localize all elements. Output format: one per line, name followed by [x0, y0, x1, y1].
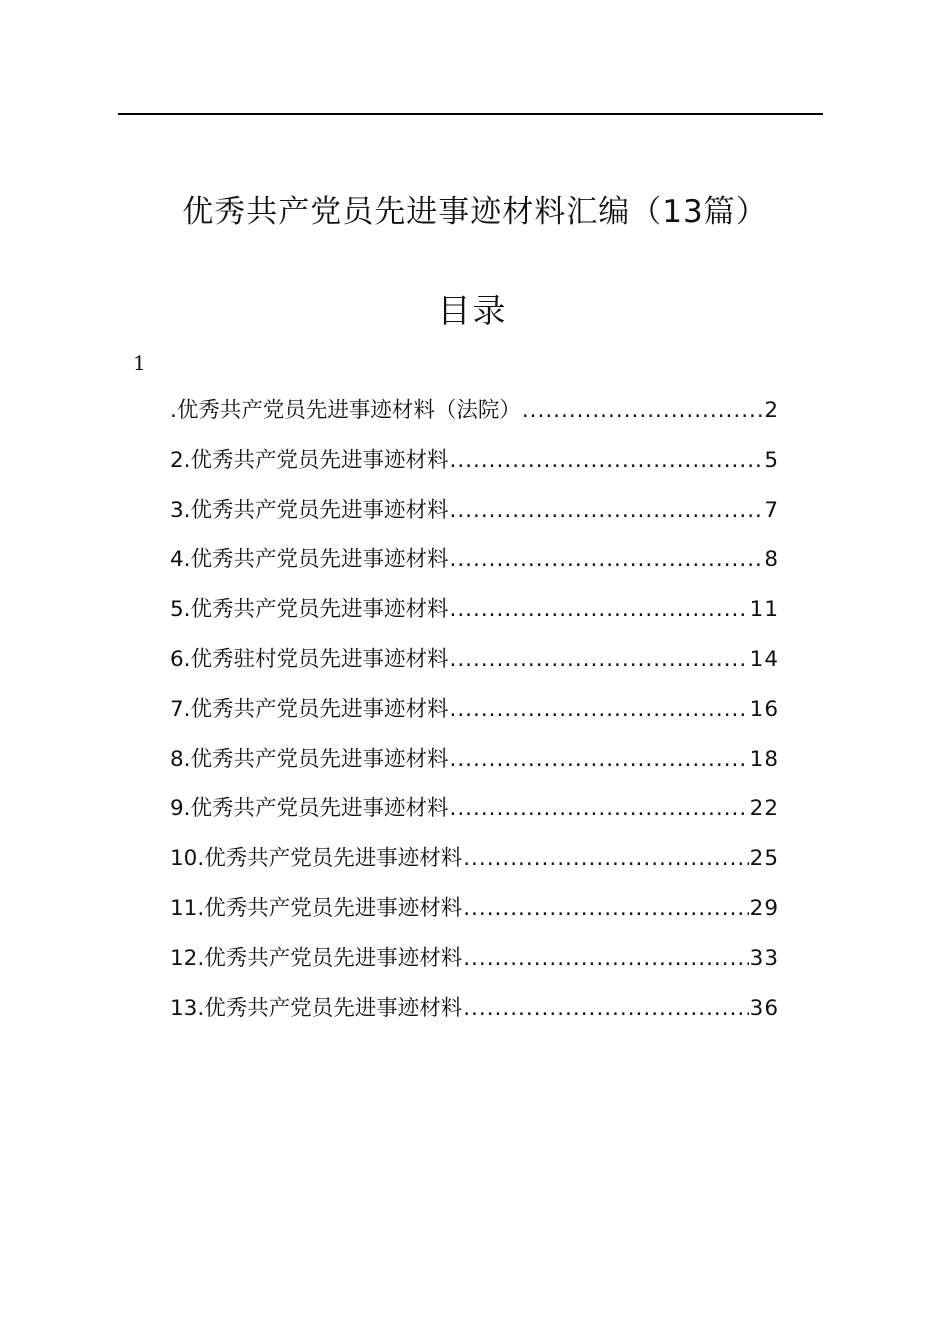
toc-entry-page: 14: [749, 646, 779, 672]
toc-entry-label: .优秀共产党员先进事迹材料（法院）: [170, 398, 521, 423]
dot-leader: [450, 594, 749, 626]
toc-entry-label: 11.优秀共产党员先进事迹材料: [170, 895, 463, 921]
dot-leader: [522, 395, 763, 427]
toc-entry-label: 4.优秀共产党员先进事迹材料: [170, 547, 449, 573]
toc-entry-label: 6.优秀驻村党员先进事迹材料: [170, 646, 449, 672]
toc-entry-label: 2.优秀共产党员先进事迹材料: [170, 447, 449, 473]
dot-leader: [450, 495, 764, 527]
toc-entry-page: 7: [764, 497, 779, 523]
dot-leader: [450, 544, 764, 576]
toc-entry-page: 25: [749, 846, 779, 872]
toc-entry-10[interactable]: [170, 843, 779, 893]
toc-entry-2[interactable]: [170, 445, 779, 495]
dot-leader: [463, 843, 748, 875]
toc-entry-13[interactable]: [170, 993, 779, 1043]
toc-entry-6[interactable]: [170, 644, 779, 694]
toc-entry-page: 33: [749, 945, 779, 971]
dot-leader: [450, 644, 749, 676]
toc-entry-page: 36: [749, 995, 779, 1021]
dot-leader: [463, 943, 748, 975]
toc-entry-label: 13.优秀共产党员先进事迹材料: [170, 995, 463, 1021]
toc-entry-8[interactable]: [170, 744, 779, 794]
toc-entry-page: 5: [764, 447, 779, 473]
toc-entry-7[interactable]: [170, 694, 779, 744]
toc-entry-5[interactable]: [170, 594, 779, 644]
dot-leader: [450, 793, 749, 825]
toc-entry-3[interactable]: [170, 495, 779, 545]
toc-entry-label: 12.优秀共产党员先进事迹材料: [170, 945, 463, 971]
toc-entry-label: 9.优秀共产党员先进事迹材料: [170, 796, 449, 822]
document-title: 优秀共产党员先进事迹材料汇编（13篇）: [182, 194, 768, 230]
stray-list-number: 1: [133, 351, 146, 375]
dot-leader: [450, 694, 749, 726]
toc-entry-11[interactable]: [170, 893, 779, 943]
toc-entry-page: 22: [749, 796, 779, 822]
toc-heading: 目录: [437, 291, 508, 330]
table-of-contents: [170, 395, 779, 1042]
toc-entry-page: 16: [749, 696, 779, 722]
toc-entry-1[interactable]: [170, 395, 779, 445]
toc-entry-label: 7.优秀共产党员先进事迹材料: [170, 696, 449, 722]
dot-leader: [463, 893, 748, 925]
dot-leader: [463, 993, 748, 1025]
toc-entry-label: 10.优秀共产党员先进事迹材料: [170, 846, 463, 872]
header-rule: [118, 113, 823, 115]
dot-leader: [450, 445, 764, 477]
toc-entry-4[interactable]: [170, 544, 779, 594]
toc-entry-label: 8.优秀共产党员先进事迹材料: [170, 746, 449, 772]
toc-entry-9[interactable]: [170, 793, 779, 843]
toc-entry-label: 3.优秀共产党员先进事迹材料: [170, 497, 449, 523]
dot-leader: [450, 744, 749, 776]
toc-entry-page: 2: [764, 398, 779, 423]
toc-entry-page: 29: [749, 895, 779, 921]
toc-entry-page: 8: [764, 547, 779, 573]
toc-entry-page: 18: [749, 746, 779, 772]
toc-entry-label: 5.优秀共产党员先进事迹材料: [170, 597, 449, 623]
toc-entry-12[interactable]: [170, 943, 779, 993]
toc-entry-page: 11: [749, 597, 779, 623]
